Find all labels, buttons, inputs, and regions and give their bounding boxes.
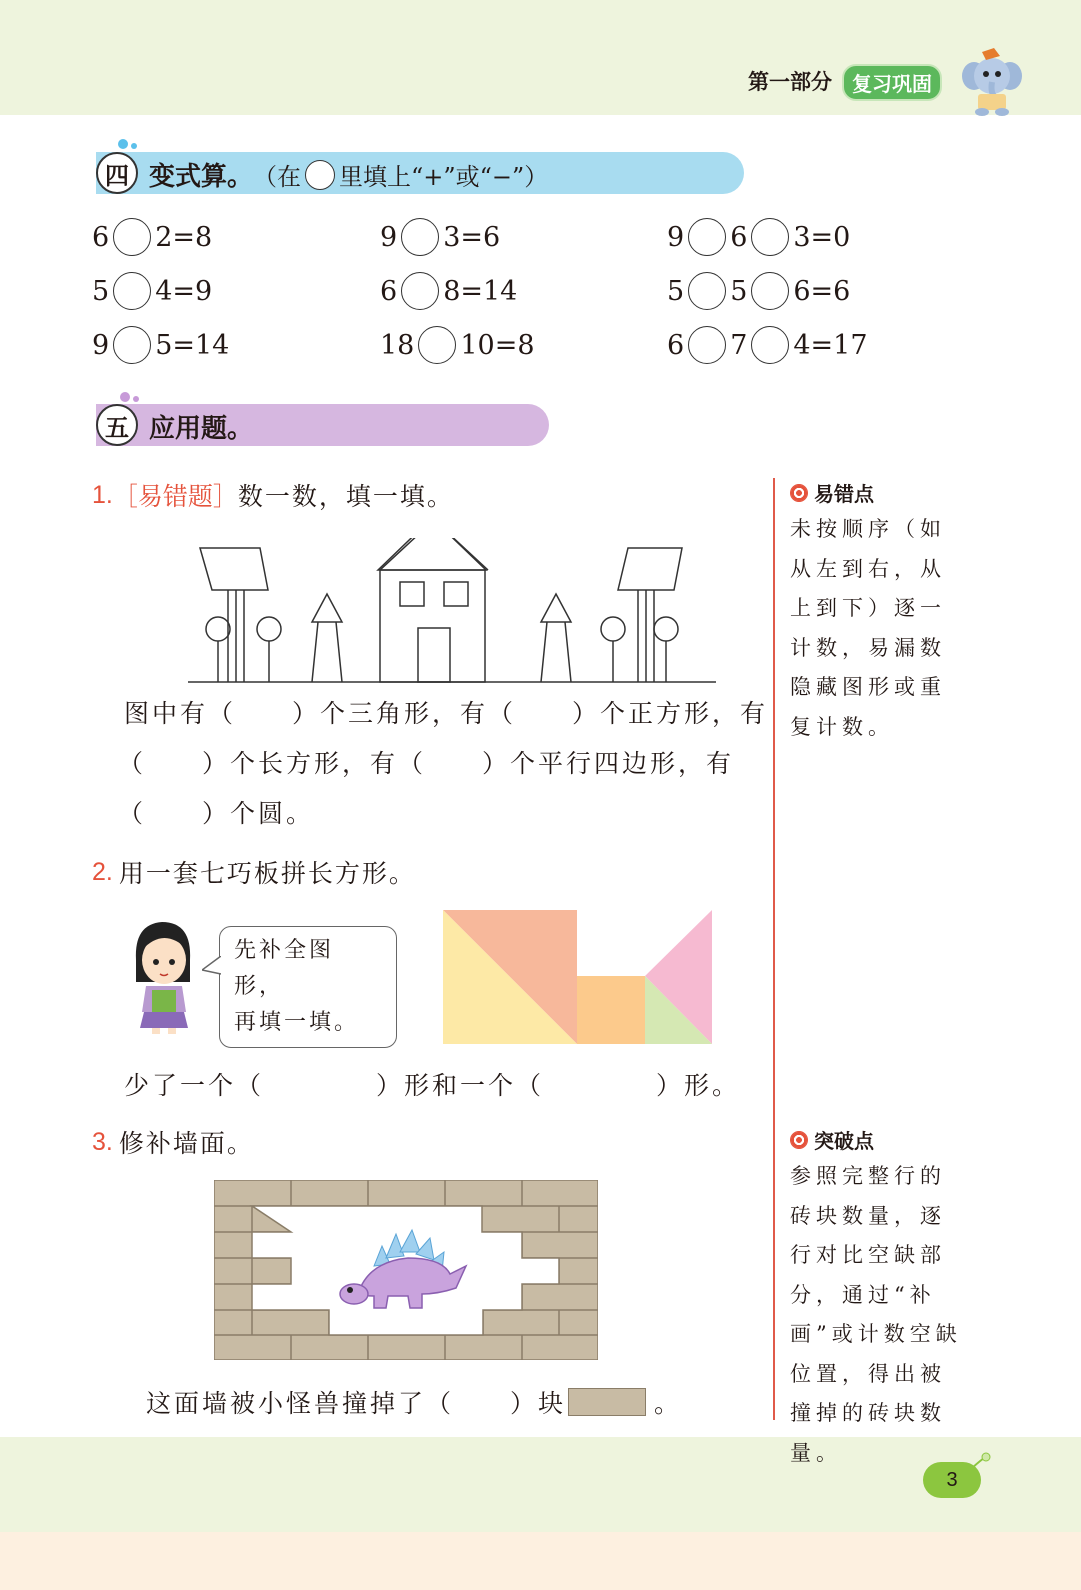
girl-character-icon	[130, 920, 200, 1036]
section5-title: 应用题。	[149, 414, 254, 444]
side2-title: 突破点	[814, 1129, 874, 1153]
bubble-line2: 再填一填。	[234, 1010, 360, 1035]
bubble-tail-icon	[202, 956, 224, 976]
q2-answer: 少了一个（ ）形和一个（ ）形。	[124, 1071, 741, 1100]
elephant-mascot-icon	[960, 48, 1024, 116]
operator-blank[interactable]	[418, 326, 456, 364]
q3-heading	[92, 1124, 254, 1160]
bubble-line1: 先补全图形，	[234, 938, 335, 999]
equation: 18 10=8	[380, 326, 535, 364]
q1-line2: （ ）个长方形，有（ ）个平行四边形，有	[118, 749, 735, 778]
target-icon	[790, 1131, 808, 1149]
side-divider	[773, 478, 775, 1420]
equation: 6 8=14	[380, 272, 517, 310]
q2-heading	[92, 854, 416, 890]
q2-text: 用一套七巧板拼长方形。	[118, 859, 416, 888]
equation: 6 7 4=17	[667, 326, 868, 364]
q2-number: 2.	[92, 857, 113, 886]
section4-note-a: （在	[253, 163, 302, 191]
header-part: 第一部分	[748, 70, 832, 94]
q3-text: 修补墙面。	[118, 1129, 254, 1158]
q3-number: 3.	[92, 1127, 113, 1156]
q1-line1: 图中有（ ）个三角形，有（ ）个正方形，有	[124, 699, 769, 728]
equation: 5 4=9	[92, 272, 212, 310]
equation: 9 3=6	[380, 218, 500, 256]
decor-dot	[133, 396, 139, 402]
operator-blank[interactable]	[751, 218, 789, 256]
q1-line3: （ ）个圆。	[118, 799, 315, 828]
side1-heading	[790, 478, 874, 507]
operator-blank[interactable]	[751, 326, 789, 364]
target-icon	[790, 484, 808, 502]
operator-blank[interactable]	[688, 272, 726, 310]
equation: 5 5 6=6	[667, 272, 850, 310]
side2-heading	[790, 1125, 874, 1154]
decor-dot	[131, 143, 137, 149]
side1-text: 未按顺序（如从左到右，从上到下）逐一计数，易漏数隐藏图形或重复计数。	[790, 517, 946, 739]
q3-answer: 这面墙被小怪兽撞掉了（ ）块	[146, 1389, 567, 1418]
equation: 9 6 3=0	[667, 218, 850, 256]
footer-strip	[0, 1532, 1081, 1590]
section4-number: 四	[96, 152, 138, 194]
q1-tag: ［易错题］	[112, 482, 238, 511]
equation: 6 2=8	[92, 218, 212, 256]
side1-title: 易错点	[814, 482, 874, 506]
section4-title: 变式算。	[149, 162, 254, 192]
operator-blank[interactable]	[401, 218, 439, 256]
decor-dot	[120, 392, 130, 402]
operator-blank[interactable]	[113, 272, 151, 310]
q1-number: 1.	[92, 480, 113, 509]
operator-blank[interactable]	[401, 272, 439, 310]
shapes-figure	[188, 538, 718, 688]
q1-text: 数一数，填一填。	[237, 482, 454, 511]
operator-blank[interactable]	[688, 326, 726, 364]
dinosaur-icon	[338, 1222, 468, 1314]
operator-blank[interactable]	[751, 272, 789, 310]
section4-note-b: 里填上“+”或“−”）	[339, 163, 549, 191]
leaf-sprout-icon	[966, 1452, 992, 1474]
speech-bubble	[219, 926, 397, 1048]
operator-blank[interactable]	[113, 218, 151, 256]
q3-end: 。	[654, 1389, 683, 1418]
side2-text: 参照完整行的砖块数量，逐行对比空缺部分，通过“补画”或计数空缺位置，得出被撞掉的砖块数量。	[790, 1164, 962, 1465]
decor-dot	[118, 139, 128, 149]
operator-blank[interactable]	[113, 326, 151, 364]
operator-blank[interactable]	[688, 218, 726, 256]
section4-heading	[149, 156, 548, 193]
circle-blank-icon	[305, 160, 335, 190]
header-badge: 复习巩固	[842, 64, 942, 101]
section5-number: 五	[96, 404, 138, 446]
page-number: 3	[923, 1462, 981, 1498]
brick-icon	[568, 1388, 646, 1416]
tangram-figure	[443, 910, 713, 1044]
q1-heading	[92, 477, 454, 513]
equation: 9 5=14	[92, 326, 229, 364]
